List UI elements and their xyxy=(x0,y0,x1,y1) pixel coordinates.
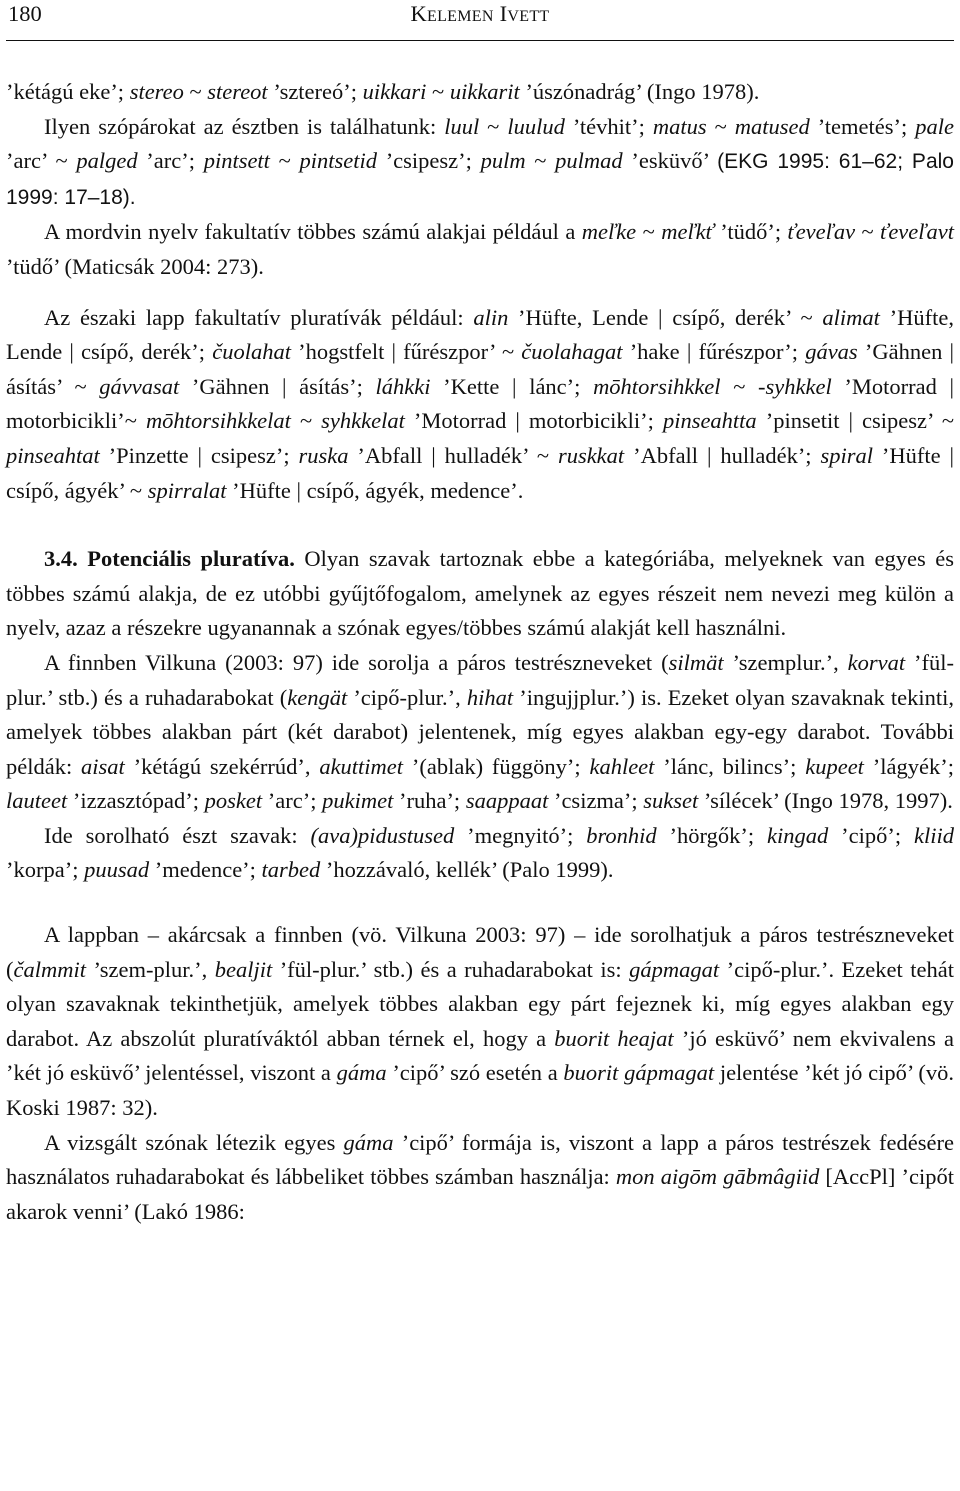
paragraph: A vizsgált szónak létezik egyes gáma ’cipő’ formája is, viszont a lapp a páros testrészek fedésére használatos ruhadarabokat és lábbeliket többes számban használja: mon aigōm gābmâgiid [AccPl] ’cipőt akarok venni’ (Lakó 1986: xyxy=(6,1129,954,1224)
paragraph: Az északi lapp fakultatív pluratívák például: alin ’Hüfte, Lende | csípő, derék’ ~ alimat ’Hüfte, Lende | csípő, derék’; čuolahat ’hogstfelt | fűrészpor’ ~ čuolahagat ’hake | fűrészpor’; gávas ’Gähnen | ásítás’ ~ gávvasat ’Gähnen | ásítás’; láhkki ’Kette | lánc’; mōhtorsihkkel ~ -syhkkel ’Motorrad | motorbicikli’~ mōhtorsihkkelat ~ syhkkelat ’Motorrad | motorbicikli’; pinseahtta ’pinsetit | csipesz’ ~ pinseahtat ’Pinzette | csipesz’; ruska ’Abfall | hulladék’ ~ ruskkat ’Abfall | hulladék’; spiral ’Hüfte | csípő, ágyék’ ~ spirralat ’Hüfte | csípő, ágyék, medence’. xyxy=(6,304,954,503)
paragraph: Ide sorolható észt szavak: (ava)pidustused ’megnyitó’; bronhid ’hörgők’; kingad ’cipő’; kliid ’korpa’; puusad ’medence’; tarbed ’hozzávaló, kellék’ (Palo 1999). xyxy=(6,822,954,883)
paragraph: ’kétágú eke’; stereo ~ stereot ’sztereó’; uikkari ~ uikkarit ’úszónadrág’ (Ingo 1978). xyxy=(6,79,760,104)
running-head-author: Kelemen Ivett xyxy=(410,1,550,26)
page xyxy=(6,0,954,1229)
body-text xyxy=(6,75,954,1229)
running-header xyxy=(6,0,954,41)
section-3-4-paragraph: 3.4. Potenciális pluratíva. Olyan szavak tartoznak ebbe a kategóriába, melyeknek van egyes és többes számú alakja, de ez utóbbi gyűjtőfogalom, amelynek az egyes részeit nem nevezi meg külön a nyelv, azaz a részekre ugyanannak a szónak egyes/többes számú alakját kell használni. xyxy=(6,546,954,641)
paragraph: Ilyen szópárokat az észtben is találhatunk: luul ~ luulud ’tévhit’; matus ~ matused ’temetés’; pale ’arc’ ~ palged ’arc’; pintsett ~ pintsetid ’csipesz’; pulm ~ pulmad ’esküvő’ (EKG 1995: 61–62; Palo 1999: 17–18). xyxy=(6,113,954,209)
page-number: 180 xyxy=(8,1,42,26)
paragraph: A lappban – akárcsak a finnben (vö. Vilkuna 2003: 97) – ide sorolhatjuk a páros testrészneveket (čalmmit ’szem-plur.’, bealjit ’fül-plur.’ stb.) és a ruhadarabokat is: gápmagat ’cipő-plur.’. Ezeket tehát olyan szavaknak tekinthetjük, amelyek többes alakban egy párt fejeznek ki, míg egyes alakban egy darabot. Az abszolút pluratíváktól abban térnek el, hogy a buorit heajat ’jó esküvő’ nem ekvivalens a ’két jó esküvő’ jelentéssel, viszont a gáma ’cipő’ szó esetén a buorit gápmagat jelentése ’két jó cipő’ (vö. Koski 1987: 32). xyxy=(6,922,955,1121)
paragraph: A mordvin nyelv fakultatív többes számú alakjai például a meľke ~ meľkť ’tüdő’; ťeveľav ~ ťeveľavt ’tüdő’ (Maticsák 2004: 273). xyxy=(6,219,954,279)
paragraph: A finnben Vilkuna (2003: 97) ide sorolja a páros testrészneveket (silmät ’szemplur.’, korvat ’fül-plur.’ stb.) és a ruhadarabokat (kengät ’cipő-plur.’, hihat ’ingujjplur.’) is. Ezeket olyan szavaknak tekinti, amelyek többes alakban párt (két darabot) jelentenek, míg egyes alakban egy-egy darabot. További példák: aisat ’kétágú szekérrúd’, akuttimet ’(ablak) függöny’; kahleet ’lánc, bilincs’; kupeet ’lágyék’; lauteet ’izzasztópad’; posket ’arc’; pukimet ’ruha’; saappaat ’csizma’; sukset ’sílécek’ (Ingo 1978, 1997). xyxy=(6,649,955,814)
